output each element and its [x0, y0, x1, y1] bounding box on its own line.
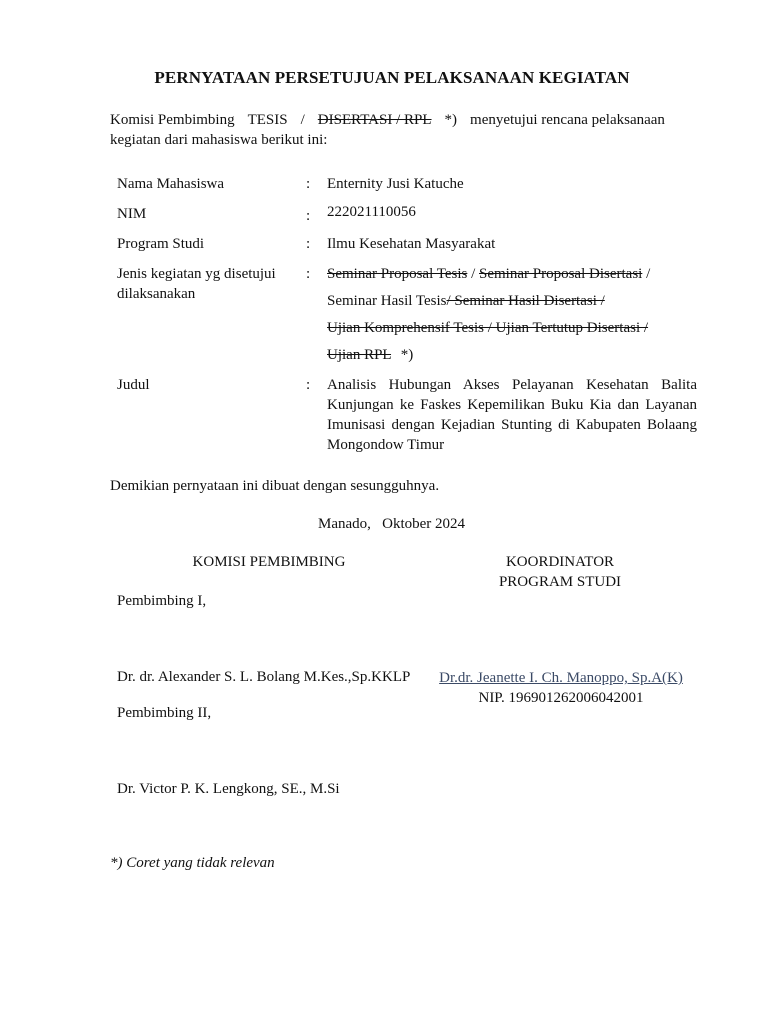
- option-ujian-komprehensif-tertutup: Ujian Komprehensif Tesis / Ujian Tertutup Disertasi /: [327, 320, 649, 336]
- intro-disertasi-rpl-struck: DISERTASI / RPL: [317, 112, 432, 128]
- nim-label: NIM: [117, 206, 147, 222]
- option-seminar-proposal-tesis: Seminar Proposal Tesis: [327, 266, 468, 282]
- pembimbing-2-label: Pembimbing II,: [117, 705, 212, 721]
- komisi-heading: KOMISI PEMBIMBING: [192, 554, 346, 570]
- intro-line-1: [110, 110, 665, 130]
- jenis-label-line-2: dilaksanakan: [117, 286, 196, 302]
- document-title: PERNYATAAN PERSETUJUAN PELAKSANAAN KEGIATAN: [154, 68, 630, 87]
- intro-paragraph: [110, 110, 665, 150]
- intro-menyetujui: menyetujui rencana pelaksanaan: [470, 112, 665, 128]
- jenis-label-line-1: Jenis kegiatan yg disetujui: [117, 266, 276, 282]
- intro-tesis: TESIS: [247, 112, 288, 128]
- jenis-options-line-1: [327, 264, 697, 284]
- option-seminar-hasil-disertasi: / Seminar Hasil Disertasi /: [446, 293, 605, 309]
- intro-line-2: kegiatan dari mahasiswa berikut ini:: [110, 132, 328, 148]
- nama-label: Nama Mahasiswa: [117, 176, 225, 192]
- nim-value: 222021110056: [327, 204, 416, 220]
- koordinator-heading: [440, 552, 680, 592]
- option-separator: /: [471, 266, 476, 282]
- pembimbing-1-name: Dr. dr. Alexander S. L. Bolang M.Kes.,Sp.KKLP: [117, 669, 411, 685]
- intro-slash: /: [300, 112, 305, 128]
- jenis-colon: :: [306, 266, 311, 282]
- judul-value: Analisis Hubungan Akses Pelayanan Kesehatan Balita Kunjungan ke Faskes Kepemilikan Buku Kia dan Layanan Imunisasi dengan Kejadian Stunting di Kabupaten Bolaang Mongondow Timur: [327, 377, 697, 453]
- prodi-label: Program Studi: [117, 236, 205, 252]
- judul-colon: :: [306, 377, 311, 393]
- option-seminar-hasil-tesis: Seminar Hasil Tesis: [327, 293, 447, 309]
- option-separator: /: [646, 266, 651, 282]
- option-ujian-rpl: Ujian RPL: [327, 347, 392, 363]
- option-seminar-proposal-disertasi: Seminar Proposal Disertasi: [479, 266, 643, 282]
- jenis-marker: *): [400, 347, 414, 363]
- prodi-colon: :: [306, 236, 311, 252]
- jenis-options-line-3: [327, 318, 697, 338]
- nim-colon: :: [306, 208, 311, 224]
- koordinator-signature: [420, 668, 702, 708]
- jenis-label: [117, 264, 302, 304]
- place-date: Manado, Oktober 2024: [318, 516, 466, 532]
- footnote: *) Coret yang tidak relevan: [110, 855, 275, 871]
- koordinator-name: Dr.dr. Jeanette I. Ch. Manoppo, Sp.A(K): [439, 670, 683, 686]
- intro-marker: *): [444, 112, 458, 128]
- koordinator-nip: NIP. 196901262006042001: [478, 690, 644, 706]
- jenis-options-line-4: [327, 345, 697, 365]
- koordinator-heading-line-2: PROGRAM STUDI: [498, 574, 622, 590]
- judul-label: Judul: [117, 377, 150, 393]
- pembimbing-1-label: Pembimbing I,: [117, 593, 207, 609]
- prodi-value: Ilmu Kesehatan Masyarakat: [327, 236, 496, 252]
- closing-statement: Demikian pernyataan ini dibuat dengan sesungguhnya.: [110, 478, 440, 494]
- pembimbing-2-name: Dr. Victor P. K. Lengkong, SE., M.Si: [117, 781, 340, 797]
- nama-value: Enternity Jusi Katuche: [327, 176, 464, 192]
- jenis-options-line-2: [327, 291, 697, 311]
- koordinator-heading-line-1: KOORDINATOR: [505, 554, 615, 570]
- intro-komisi: Komisi Pembimbing: [110, 112, 235, 128]
- nama-colon: :: [306, 176, 311, 192]
